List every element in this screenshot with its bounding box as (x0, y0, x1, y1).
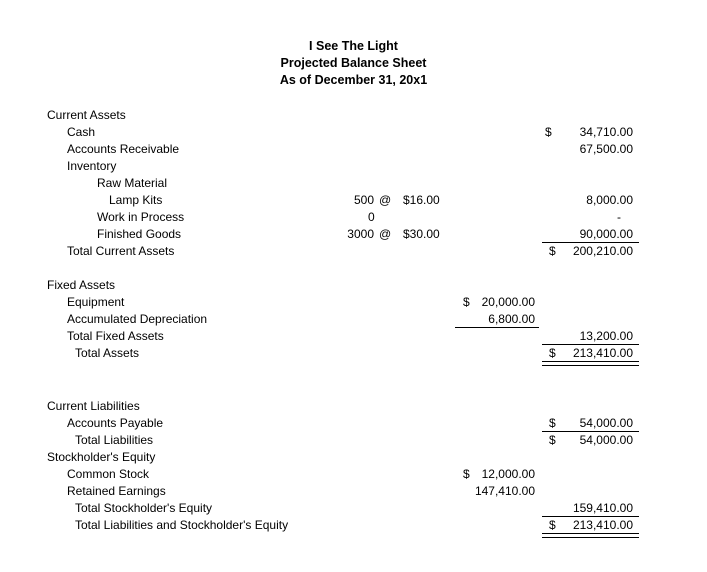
ap-amount: 54,000.00 (579, 416, 633, 430)
common-stock-amount: 12,000.00 (481, 467, 535, 481)
total-liabilities-label: Total Liabilities (75, 433, 154, 447)
equipment-amount: 20,000.00 (481, 295, 535, 309)
lamp-kits-qty: 500 (353, 193, 374, 207)
finished-goods-price: $30.00 (403, 227, 440, 241)
ar-label: Accounts Receivable (67, 142, 180, 156)
ap-rule (542, 431, 639, 432)
depreciation-amount: 6,800.00 (488, 312, 535, 326)
fixed-assets-heading: Fixed Assets (47, 278, 116, 292)
total-liabilities-dollar: $ (549, 433, 556, 447)
common-stock-dollar: $ (463, 467, 470, 481)
company-name: I See The Light (309, 39, 398, 53)
total-assets-double-rule (542, 361, 639, 366)
total-le-double-rule (542, 533, 639, 538)
lamp-kits-price: $16.00 (403, 193, 440, 207)
wip-label: Work in Process (97, 210, 185, 224)
total-current-assets-dollar: $ (549, 244, 556, 258)
equipment-label: Equipment (67, 295, 125, 309)
equipment-dollar: $ (463, 295, 470, 309)
total-current-assets-label: Total Current Assets (67, 244, 175, 258)
total-equity-amount: 159,410.00 (572, 501, 633, 515)
retained-earnings-label: Retained Earnings (67, 484, 166, 498)
ar-amount: 67,500.00 (579, 142, 633, 156)
finished-goods-amount: 90,000.00 (579, 227, 633, 241)
fixed-subtotal-rule (455, 327, 539, 328)
subtotal-rule (542, 242, 639, 243)
report-title: Projected Balance Sheet (280, 56, 427, 70)
total-assets-amount: 213,410.00 (572, 346, 633, 360)
report-date: As of December 31, 20x1 (279, 73, 428, 87)
total-liabilities-amount: 54,000.00 (579, 433, 633, 447)
cash-dollar: $ (545, 125, 552, 139)
raw-material-label: Raw Material (97, 176, 168, 190)
common-stock-label: Common Stock (67, 467, 150, 481)
depreciation-label: Accumulated Depreciation (67, 312, 208, 326)
wip-qty: 0 (368, 210, 375, 224)
current-assets-heading: Current Assets (47, 108, 126, 122)
total-le-label: Total Liabilities and Stockholder's Equity (75, 518, 289, 532)
lamp-kits-at: @ (379, 193, 392, 207)
total-assets-label: Total Assets (75, 346, 140, 360)
total-assets-dollar: $ (549, 346, 556, 360)
lamp-kits-label: Lamp Kits (109, 193, 163, 207)
wip-amount: - (617, 210, 621, 224)
equity-rule (542, 516, 639, 517)
lamp-kits-amount: 8,000.00 (586, 193, 633, 207)
retained-earnings-amount: 147,410.00 (474, 484, 535, 498)
inventory-label: Inventory (67, 159, 117, 173)
finished-goods-label: Finished Goods (97, 227, 182, 241)
finished-goods-qty: 3000 (347, 227, 374, 241)
ap-label: Accounts Payable (67, 416, 164, 430)
total-assets-top-rule (542, 344, 639, 345)
current-liabilities-heading: Current Liabilities (47, 399, 140, 413)
ap-dollar: $ (549, 416, 556, 430)
total-le-dollar: $ (549, 518, 556, 532)
cash-label: Cash (67, 125, 96, 139)
total-le-amount: 213,410.00 (572, 518, 633, 532)
total-fixed-assets-amount: 13,200.00 (579, 329, 633, 343)
total-fixed-assets-label: Total Fixed Assets (67, 329, 164, 343)
equity-heading: Stockholder's Equity (47, 450, 156, 464)
finished-goods-at: @ (379, 227, 392, 241)
cash-amount: 34,710.00 (579, 125, 633, 139)
total-equity-label: Total Stockholder's Equity (75, 501, 213, 515)
total-current-assets-amount: 200,210.00 (572, 244, 633, 258)
